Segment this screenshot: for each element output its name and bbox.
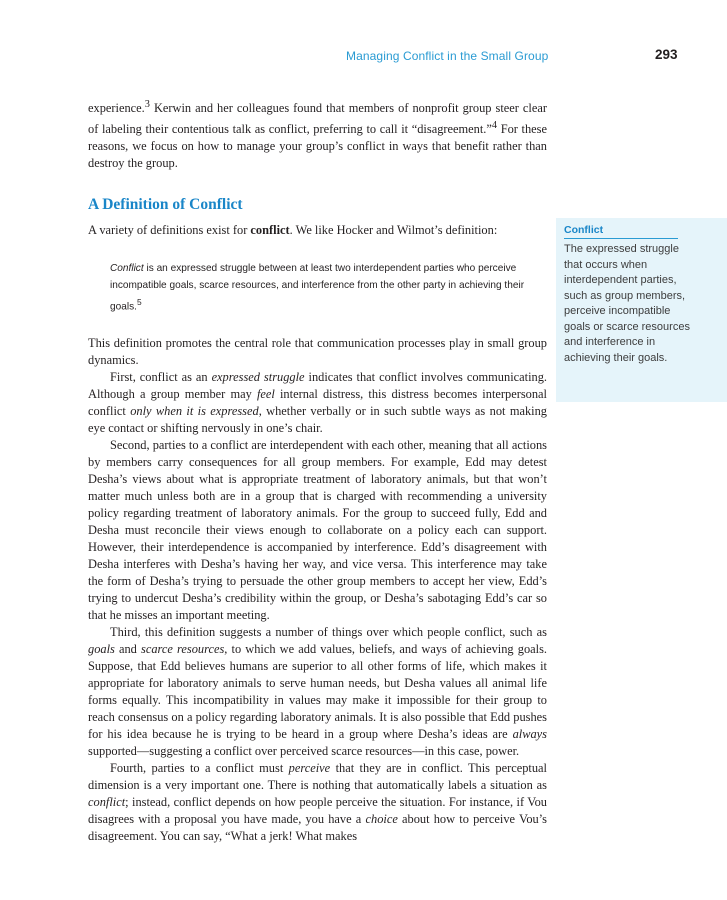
endnote-ref: 4 <box>491 120 498 132</box>
intro-block <box>88 96 547 172</box>
endnote-ref: 5 <box>136 297 142 307</box>
running-head: Managing Conflict in the Small Group <box>346 49 549 63</box>
paragraph-2: This definition promotes the central role that communication processes play in small group dynamics. <box>88 335 547 367</box>
section-body <box>88 222 547 845</box>
endnote-ref: 3 <box>144 99 150 110</box>
quote-term: Conflict <box>110 263 144 274</box>
glossary-term: Conflict <box>564 224 678 239</box>
intro-paragraph: experience.$^3$ Kerwin and her colleagues found that members of nonprofit group steer clear of labeling their contentious talk as conflict, preferring to call it “disagreement.”$^4$ For these reasons, we focus on how to manage your group’s conflict in ways that benefit rather than destroy the group. <box>88 99 547 171</box>
definition-blockquote: Conflict is an expressed struggle between at least two interdependent parties who perceive incompatible goals, scarce resources, and interference from the other party in achieving their goals.$^5$ <box>110 263 525 313</box>
section-heading: A Definition of Conflict <box>88 196 243 213</box>
paragraph-6: Fourth, parties to a conflict must perceive that they are in conflict. This perceptual dimension is a very important one. There is nothing that automatically labels a situation as conflict; instead, conflict depends on how people perceive the situation. For instance, if Vou disagrees with a proposal you have made, you have a choice about how to perceive Vou’s disagreement. You can say, “What a jerk! What makes <box>88 760 548 843</box>
paragraph-3: First, conflict as an expressed struggle indicates that conflict involves communicating. Although a group member may feel internal distress, this distress becomes interpersonal conflict only when it is expressed, whether verbally or in such subtle ways as not making eye contact or shifting nervously in one’s chair. <box>88 369 548 435</box>
glossary-definition: The expressed struggle that occurs when interdependent parties, such as group members, perceive incompatible goals or scarce resources and interference in achieving their goals. <box>564 243 690 364</box>
key-term: conflict <box>250 223 290 237</box>
page-number: 293 <box>655 47 678 62</box>
lead-paragraph: A variety of definitions exist for conflict. We like Hocker and Wilmot’s definition: <box>88 223 498 237</box>
paragraph-5: Third, this definition suggests a number of things over which people conflict, such as goals and scarce resources, to which we add values, beliefs, and ways of achieving goals. Suppose, that Edd believes humans are superior to all other forms of life, which makes it appropriate for laboratory animals to serve human needs, but Desha values all animal life forms equally. This incompatibility in values may make it impossible for their group to reach consensus on a policy regarding laboratory animals. It is also possible that Edd pushes for his idea because he is trying to be heard in a group where Desha’s ideas are always supported—suggesting a conflict over perceived scarce resources—in this case, power. <box>88 624 547 758</box>
paragraph-4: Second, parties to a conflict are interdependent with each other, meaning that all actions by members carry consequences for all group members. For example, Edd may detest Desha’s views about what is appropriate treatment of laboratory animals, but that won’t matter much unless both are in a group that is charged with recommending a university policy regarding treatment of laboratory animals. For the group to succeed fully, Edd and Desha must reconcile their views enough to collaborate on a policy each can support. However, their interdependence is accompanied by interference. Edd’s disagreement with Desha interferes with Desha’s having her way, and vice versa. This interference may take the form of Desha’s trying to persuade the other group members to accept her view, Edd’s trying to undercut Desha’s credibility within the group, or Desha’s sabotaging Edd’s car so that he misses an important meeting. <box>88 437 547 622</box>
